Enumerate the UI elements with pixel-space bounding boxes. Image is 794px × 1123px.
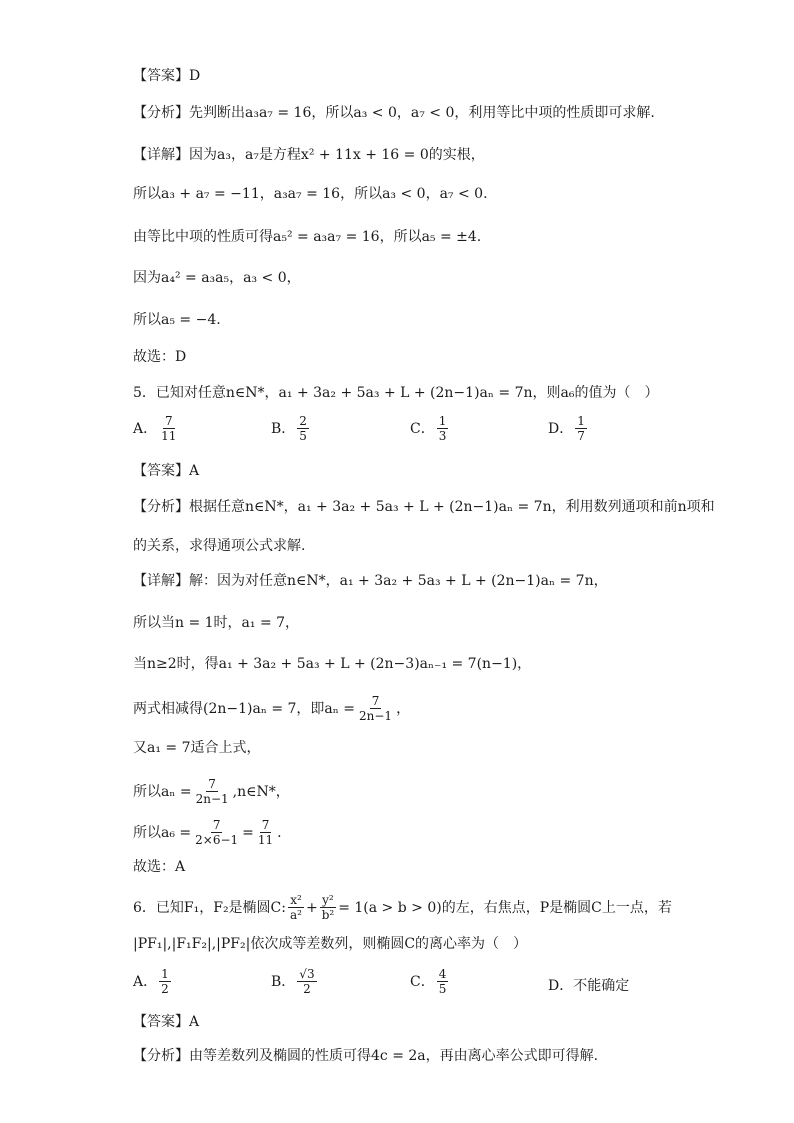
numerator: y²	[322, 893, 334, 907]
option-label: B．	[271, 973, 296, 990]
choice-line: 故选：A	[133, 859, 186, 875]
analysis-line: 【分析】根据任意n∈N*，a₁ + 3a₂ + 5a₃ + L + (2n−1)aₙ = 7n，利用数列通项和前n项和	[133, 499, 715, 515]
numerator: 7	[164, 414, 173, 428]
question-5: 5．已知对任意n∈N*，a₁ + 3a₂ + 5a₃ + L + (2n−1)aₙ = 7n，则a₆的值为（ ）	[133, 385, 659, 401]
text-line: 由等比中项的性质可得a₅² = a₃a₇ = 16，所以a₅ = ±4.	[133, 229, 482, 245]
fraction	[159, 967, 171, 996]
fraction	[320, 893, 337, 922]
answer-line: 【答案】A	[133, 463, 200, 479]
denominator: 5	[438, 982, 447, 996]
q6-option-a	[133, 967, 173, 996]
numerator: 7	[371, 694, 380, 708]
fraction	[575, 414, 587, 443]
option-label: C．	[410, 973, 435, 990]
text-line	[133, 818, 282, 847]
answer-line: 【答案】D	[133, 68, 201, 84]
option-label: B．	[271, 420, 296, 437]
text-segment: 所以a₆ =	[133, 824, 192, 841]
denominator: a²	[290, 908, 302, 922]
text-line: 所以a₃ + a₇ = −11，a₃a₇ = 16，所以a₃ < 0，a₇ < 0.	[133, 186, 488, 202]
numerator: 7	[212, 818, 221, 832]
text-segment: .	[277, 824, 282, 841]
denominator: 5	[299, 429, 307, 443]
denominator: 11	[161, 429, 177, 443]
q5-option-a	[133, 414, 180, 443]
denominator: 3	[438, 429, 447, 443]
denominator: 2×6−1	[195, 833, 239, 847]
q6-option-b	[271, 967, 319, 996]
text-line: 因为a₄² = a₃a₅，a₃ < 0，	[133, 270, 301, 286]
q5-option-c	[410, 414, 450, 443]
q6-option-c	[410, 967, 450, 996]
numerator: √3	[299, 967, 315, 981]
denominator: 2	[303, 982, 311, 996]
option-label: D．	[548, 420, 574, 437]
numerator: 2	[299, 414, 307, 428]
numerator: 7	[208, 777, 216, 791]
question-6	[133, 893, 672, 922]
detail-line: 【详解】因为a₃，a₇是方程x² + 11x + 16 = 0的实根，	[133, 147, 485, 163]
text-segment: 两式相减得(2n−1)aₙ = 7，即aₙ =	[133, 700, 356, 717]
text-line: 又a₁ = 7适合上式，	[133, 740, 261, 756]
denominator: b²	[321, 908, 335, 922]
text-segment: = 1(a > b > 0)的左，右焦点，P是椭圆C上一点，若	[338, 899, 672, 916]
option-label: C．	[410, 420, 435, 437]
answer-line: 【答案】A	[133, 1014, 200, 1030]
denominator: 2n−1	[195, 792, 229, 806]
text-line: 所以当n = 1时，a₁ = 7，	[133, 615, 300, 631]
text-segment: +	[305, 899, 318, 916]
fraction	[288, 893, 304, 922]
text-segment: ，	[396, 700, 411, 717]
q5-option-d	[548, 414, 589, 443]
fraction	[194, 777, 231, 806]
detail-line: 【详解】解：因为对任意n∈N*，a₁ + 3a₂ + 5a₃ + L + (2n−1)aₙ = 7n，	[133, 573, 608, 589]
text-segment: ,n∈N*，	[232, 783, 290, 800]
q5-option-b	[271, 414, 311, 443]
denominator: 2	[161, 982, 169, 996]
text-segment: 6．已知F₁，F₂是椭圆C:	[133, 899, 286, 916]
option-label: D．不能确定	[548, 978, 630, 994]
denominator: 2n−1	[359, 709, 393, 723]
denominator: 11	[257, 833, 274, 847]
choice-line: 故选：D	[133, 349, 187, 365]
text-line: 的关系，求得通项公式求解.	[133, 538, 306, 554]
text-line: 所以a₅ = −4.	[133, 312, 221, 328]
fraction	[193, 818, 240, 847]
fraction	[256, 818, 275, 847]
analysis-line: 【分析】先判断出a₃a₇ = 16，所以a₃ < 0，a₇ < 0，利用等比中项的性质即可求解.	[133, 105, 655, 121]
text-line: 当n≥2时，得a₁ + 3a₂ + 5a₃ + L + (2n−3)aₙ₋₁ = 7(n−1)，	[133, 656, 532, 672]
numerator: 1	[438, 414, 447, 428]
text-line: |PF₁|,|F₁F₂|,|PF₂|依次成等差数列，则椭圆C的离心率为（ ）	[133, 936, 528, 952]
numerator: 7	[261, 818, 270, 832]
fraction	[159, 414, 178, 443]
fraction	[437, 967, 449, 996]
numerator: 1	[577, 414, 585, 428]
text-segment: 所以aₙ =	[133, 783, 192, 800]
text-segment: =	[242, 824, 254, 841]
fraction	[357, 694, 394, 723]
text-line	[133, 694, 410, 723]
text-line	[133, 777, 290, 806]
fraction	[297, 414, 309, 443]
q6-option-d	[548, 976, 629, 996]
denominator: 7	[577, 429, 585, 443]
option-label: A．	[133, 420, 158, 437]
fraction	[437, 414, 449, 443]
numerator: 4	[438, 967, 447, 981]
numerator: x²	[290, 893, 302, 907]
option-label: A．	[133, 973, 158, 990]
numerator: 1	[161, 967, 169, 981]
fraction	[297, 967, 316, 996]
analysis-line: 【分析】由等差数列及椭圆的性质可得4c = 2a，再由离心率公式即可得解.	[133, 1048, 599, 1064]
